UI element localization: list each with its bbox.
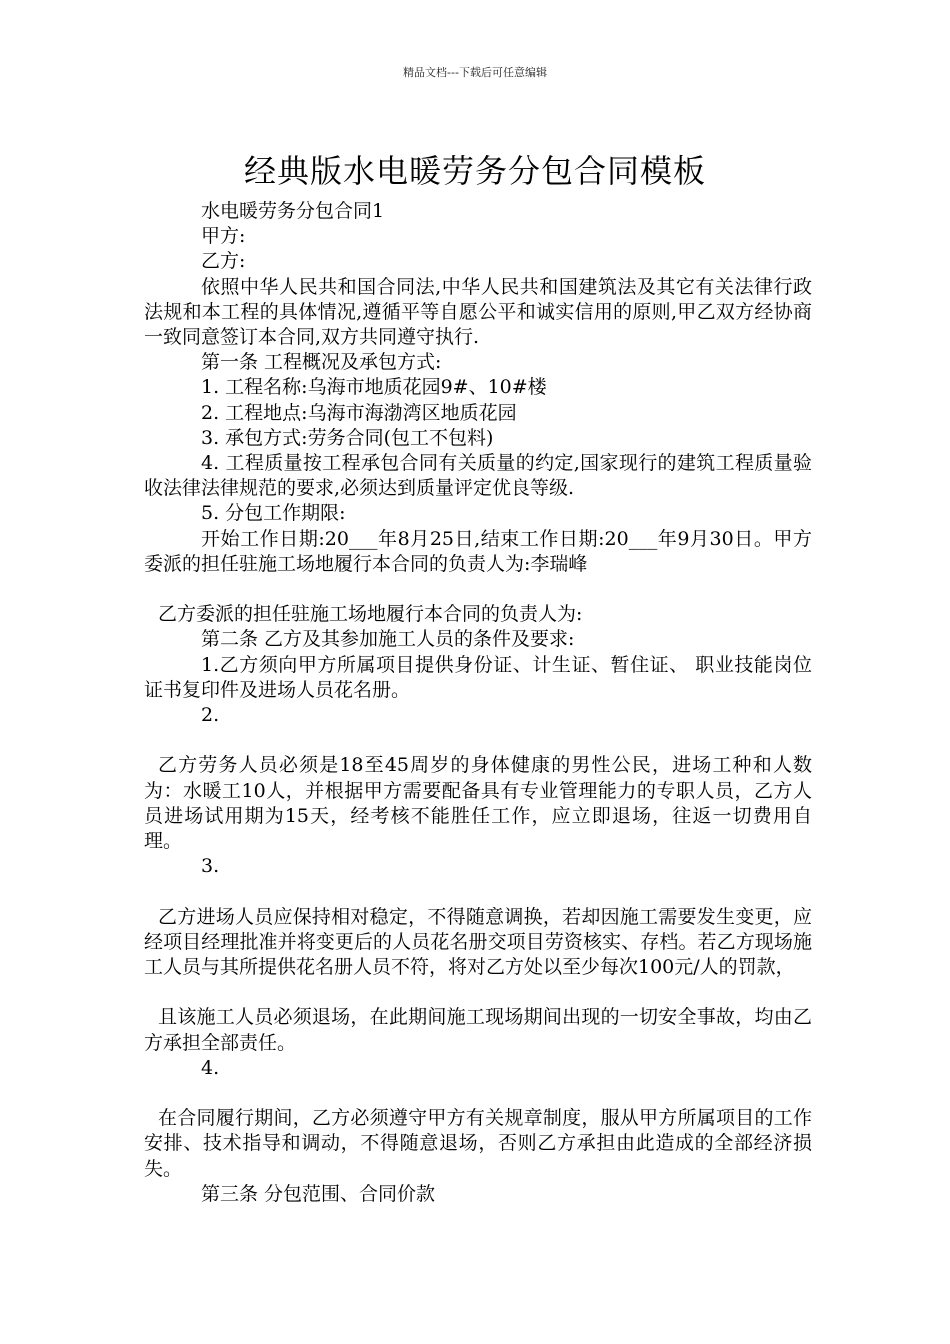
contract-method-item: 3. 承包方式:劳务合同(包工不包料) (201, 426, 494, 449)
blank-line (144, 728, 812, 753)
page-title: 经典版水电暖劳务分包合同模板 (243, 152, 706, 191)
article-2-item-2-text: 乙方劳务人员必须是18至45周岁的身体健康的男性公民，进场工种和人数为：水暖工10人，并根据甲方需要配备具有专业管理能力的专职人员，乙方人员进场试用期为15天，经考核不能胜任工作，应立即退场，往返一切费用自理。 (144, 754, 812, 853)
article-3-heading: 第三条 分包范围、合同价款 (201, 1182, 436, 1205)
party-b-line: 乙方: (201, 250, 246, 273)
article-2-item-3-continued: 且该施工人员必须退场，在此期间施工现场期间出现的一切安全事故，均由乙方承担全部责任。 (144, 1006, 812, 1054)
contract-heading: 水电暖劳务分包合同1 (201, 200, 385, 222)
project-name-item: 1. 工程名称:乌海市地质花园9#、10#楼 (201, 376, 547, 399)
article-1-heading: 第一条 工程概况及承包方式: (201, 351, 442, 374)
article-2-item-3-text: 乙方进场人员应保持相对稳定，不得随意调换，若却因施工需要发生变更，应经项目经理批准并将变更后的人员花名册交项目劳资核实、存档。若乙方现场施工人员与其所提供花名册人员不符，将对乙方处以至少每次100元/人的罚款， (144, 905, 812, 979)
work-dates-paragraph: 开始工作日期:20___年8月25日,结束工作日期:20___年9月30日。甲方委派的担任驻施工场地履行本合同的负责人为:李瑞峰 (144, 527, 812, 575)
blank-line (144, 879, 812, 904)
header-note: 精品文档---下载后可任意编辑 (403, 66, 547, 79)
project-location-item: 2. 工程地点:乌海市海渤湾区地质花园 (201, 401, 517, 424)
party-a-line: 甲方: (201, 225, 246, 248)
article-2-item-3-number: 3. (201, 855, 220, 878)
party-b-representative-paragraph: 乙方委派的担任驻施工场地履行本合同的负责人为: (158, 603, 583, 626)
preamble-paragraph: 依照中华人民共和国合同法,中华人民共和国建筑法及其它有关法律行政法规和本工程的具体情况,遵循平等自愿公平和诚实信用的原则,甲乙双方经协商一致同意签订本合同,双方共同遵守执行. (144, 275, 812, 349)
article-2-item-4-text: 在合同履行期间，乙方必须遵守甲方有关规章制度，服从甲方所属项目的工作安排、技术指导和调动，不得随意退场，否则乙方承担由此造成的全部经济损失。 (144, 1107, 812, 1180)
work-period-item: 5. 分包工作期限: (201, 502, 346, 525)
document-body (144, 199, 812, 1207)
article-2-item-2-number: 2. (201, 704, 220, 727)
article-2-item-1: 1.乙方须向甲方所属项目提供身份证、计生证、暂住证、 职业技能岗位证书复印件及进场人员花名册。 (144, 653, 812, 701)
quality-requirement-item: 4. 工程质量按工程承包合同有关质量的约定,国家现行的建筑工程质量验收法律法律规范的要求,必须达到质量评定优良等级. (144, 452, 812, 500)
blank-line (144, 1081, 812, 1106)
blank-line (144, 577, 812, 602)
article-2-item-4-number: 4. (201, 1056, 220, 1079)
blank-line (144, 980, 812, 1005)
article-2-heading: 第二条 乙方及其参加施工人员的条件及要求: (201, 628, 575, 651)
